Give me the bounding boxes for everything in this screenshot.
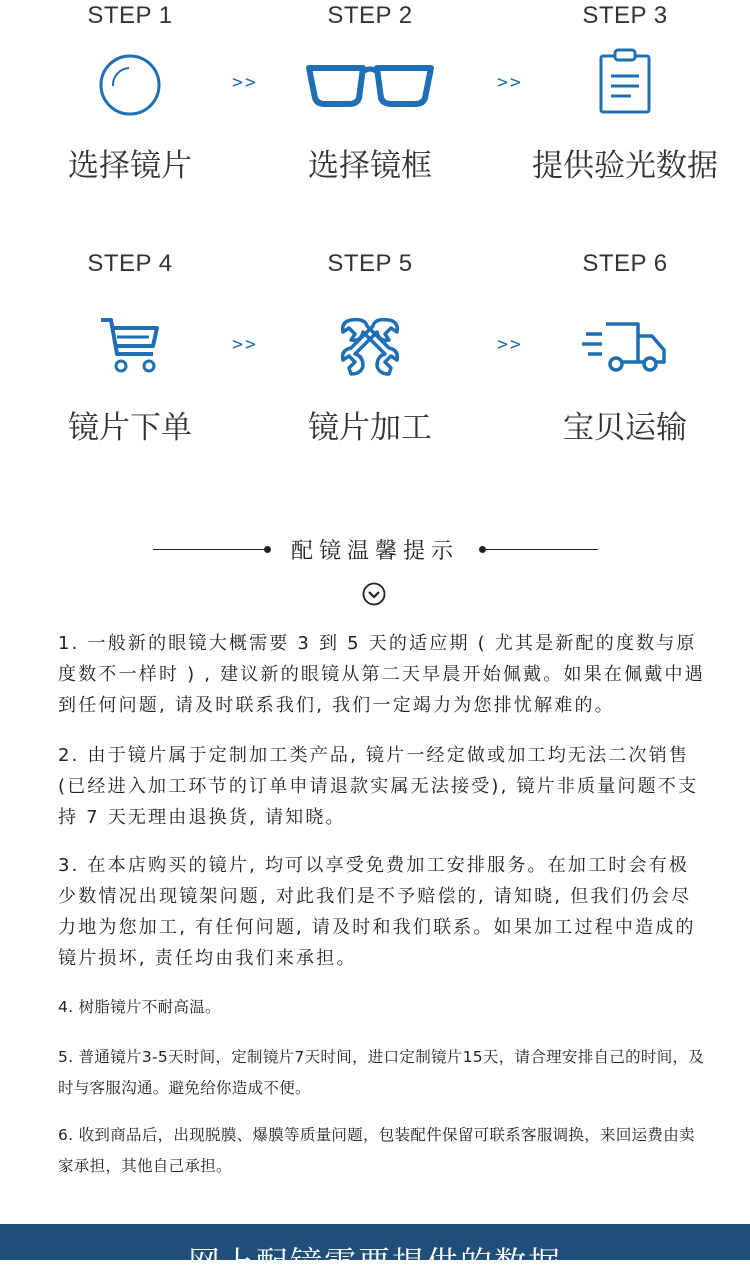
step-label: STEP 5	[327, 250, 413, 277]
glasses-frame-icon	[250, 58, 490, 138]
divider-line-right	[485, 549, 598, 550]
divider-line-left	[153, 549, 265, 550]
step-name: 选择镜片	[68, 148, 192, 184]
banner-title: 网上配镜需要提供的数据	[187, 1244, 562, 1282]
step-label: STEP 1	[87, 2, 173, 29]
step-name: 镜片加工	[308, 410, 432, 446]
clipboard-icon	[505, 46, 745, 126]
tip-item-6: 6. 收到商品后，出现脱膜、爆膜等质量问题，包装配件保留可联系客服调换，来回运费由卖家承担，其他自己承担。	[58, 1126, 695, 1175]
delivery-truck-icon	[505, 318, 745, 398]
step-arrow: >>	[232, 72, 258, 93]
step-label: STEP 4	[87, 250, 173, 277]
tip-item-3: 3. 在本店购买的镜片, 均可以享受免费加工安排服务。在加工时会有极少数情况出现镜架问题, 对此我们是不予赔偿的, 请知晓, 但我们仍会尽力地为您加工, 有任何问题, 请及时和我们联系。如果加工过程中造成的镜片损坏, 责任均由我们来承担。	[58, 855, 696, 969]
step-arrow: >>	[232, 334, 258, 355]
divider-dot-left	[264, 546, 271, 553]
step-arrow: >>	[497, 334, 523, 355]
lens-circle-icon	[10, 50, 250, 130]
shopping-cart-icon	[10, 314, 250, 394]
step-name: 提供验光数据	[532, 148, 718, 184]
step-name: 镜片下单	[68, 410, 192, 446]
step-arrow: >>	[497, 72, 523, 93]
step-label: STEP 2	[327, 2, 413, 29]
tip-item-2: 2. 由于镜片属于定制加工类产品, 镜片一经定做或加工均无法二次销售(已经进入加工环节的订单申请退款实属无法接受), 镜片非质量问题不支持 7 天无理由退换货, 请知晓。	[58, 745, 699, 828]
wrench-tools-icon	[250, 314, 490, 394]
chevron-down-circle-icon	[362, 582, 386, 606]
step-label: STEP 6	[582, 250, 668, 277]
data-requirements-banner	[0, 1224, 750, 1282]
tips-heading	[0, 532, 750, 566]
step-name: 选择镜框	[308, 148, 432, 184]
tip-item-4: 4. 树脂镜片不耐高温。	[58, 998, 221, 1016]
step-name: 宝贝运输	[563, 410, 687, 446]
tips-title: 配镜温馨提示	[290, 539, 459, 564]
tip-item-1: 1. 一般新的眼镜大概需要 3 到 5 天的适应期 ( 尤其是新配的度数与原度数不一样时 ) , 建议新的眼镜从第二天早晨开始佩戴。如果在佩戴中遇到任何问题, 请及时联系我们, 我们一定竭力为您排忧解难的。	[58, 633, 705, 716]
step-label: STEP 3	[582, 2, 668, 29]
tip-item-5: 5. 普通镜片3-5天时间，定制镜片7天时间，进口定制镜片15天，请合理安排自己的时间，及时与客服沟通。避免给你造成不便。	[58, 1048, 705, 1097]
